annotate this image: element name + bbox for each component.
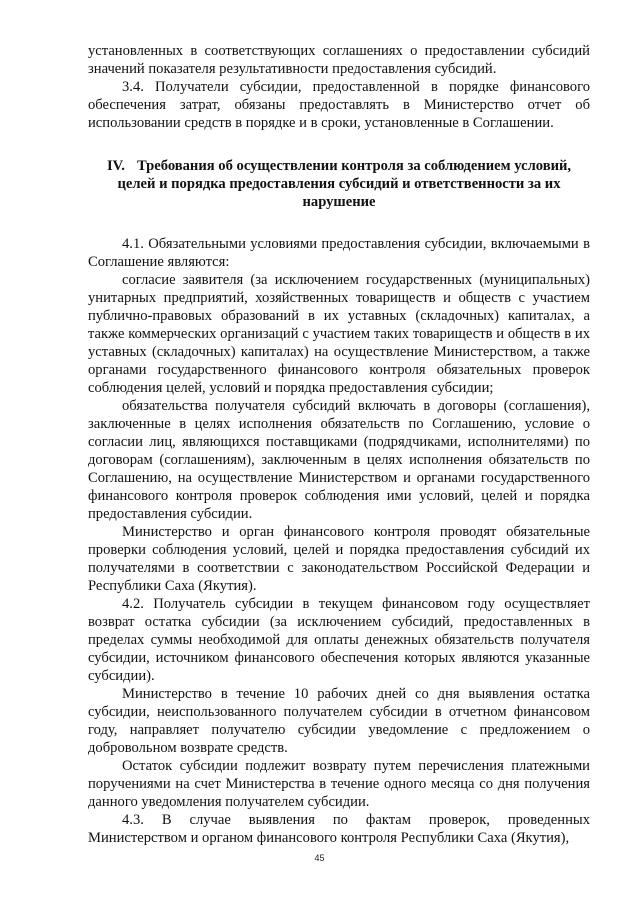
paragraph-4-1: 4.1. Обязательными условиями предоставления субсидии, включаемыми в Соглашение являются:: [88, 236, 590, 270]
paragraph-4-3: 4.3. В случае выявления по фактам проверок, проведенных Министерством и органом финансового контроля Республики Саха (Якутия),: [88, 812, 590, 846]
paragraph-notice: Министерство в течение 10 рабочих дней со дня выявления остатка субсидии, неиспользованного получателем субсидии в отчетном финансовом году, направляет получателю субсидии уведомление с предложением о добровольном возврате средств.: [88, 686, 590, 756]
paragraph-3-4: 3.4. Получатели субсидии, предоставленной в порядке финансового обеспечения затрат, обязаны предоставлять в Министерство отчет об использовании средств в порядке и в сроки, установленные в Соглашении.: [88, 79, 590, 131]
paragraph-inspections: Министерство и орган финансового контроля проводят обязательные проверки соблюдения условий, целей и порядка предоставления субсидий их получателями в соответствии с законодательством Российской Федерации и Республики Саха (Якутия).: [88, 524, 590, 594]
paragraph-obligations: обязательства получателя субсидий включать в договоры (соглашения), заключенные в целях исполнения обязательств по Соглашению, условие о согласии лиц, являющихся поставщиками (подрядчиками, исполнителями) по договорам (соглашениям), заключенным в целях исполнения обязательств по Соглашению, на осуществление Министерством и органами государственного финансового контроля проверок соблюдения ими условий, целей и порядка предоставления субсидии.: [88, 398, 590, 522]
paragraph-consent: согласие заявителя (за исключением государственных (муниципальных) унитарных предприятий, хозяйственных товариществ и обществ с участием публично-правовых образований в их уставных (складочных) капиталах, а также коммерческих организаций с участием таких товариществ и обществ в их уставных (складочных) капиталах) на осуществление Министерством, а также органами государственного финансового контроля обязательных проверок соблюдения целей, условий и порядка предоставления субсидии;: [88, 272, 590, 396]
document-page: [88, 42, 590, 847]
section-number: IV.: [106, 158, 125, 174]
section-heading: [88, 157, 590, 211]
paragraph-continuation: установленных в соответствующих соглашениях о предоставлении субсидий значений показателя результативности предоставления субсидий.: [88, 43, 590, 77]
paragraph-4-2: 4.2. Получатель субсидии в текущем финансовом году осуществляет возврат остатка субсидии (за исключением субсидий, предоставленных в пределах суммы необходимой для оплаты денежных обязательств получателя субсидии, источником финансового обеспечения которых являются указанные субсидии).: [88, 596, 590, 684]
section-title: Требования об осуществлении контроля за соблюдением условий, целей и порядка предоставления субсидий и ответственности за их нарушение: [117, 158, 572, 210]
paragraph-refund: Остаток субсидии подлежит возврату путем перечисления платежными поручениями на счет Министерства в течение одного месяца со дня получения данного уведомления получателем субсидии.: [88, 758, 590, 810]
page-number: 45: [314, 853, 325, 863]
